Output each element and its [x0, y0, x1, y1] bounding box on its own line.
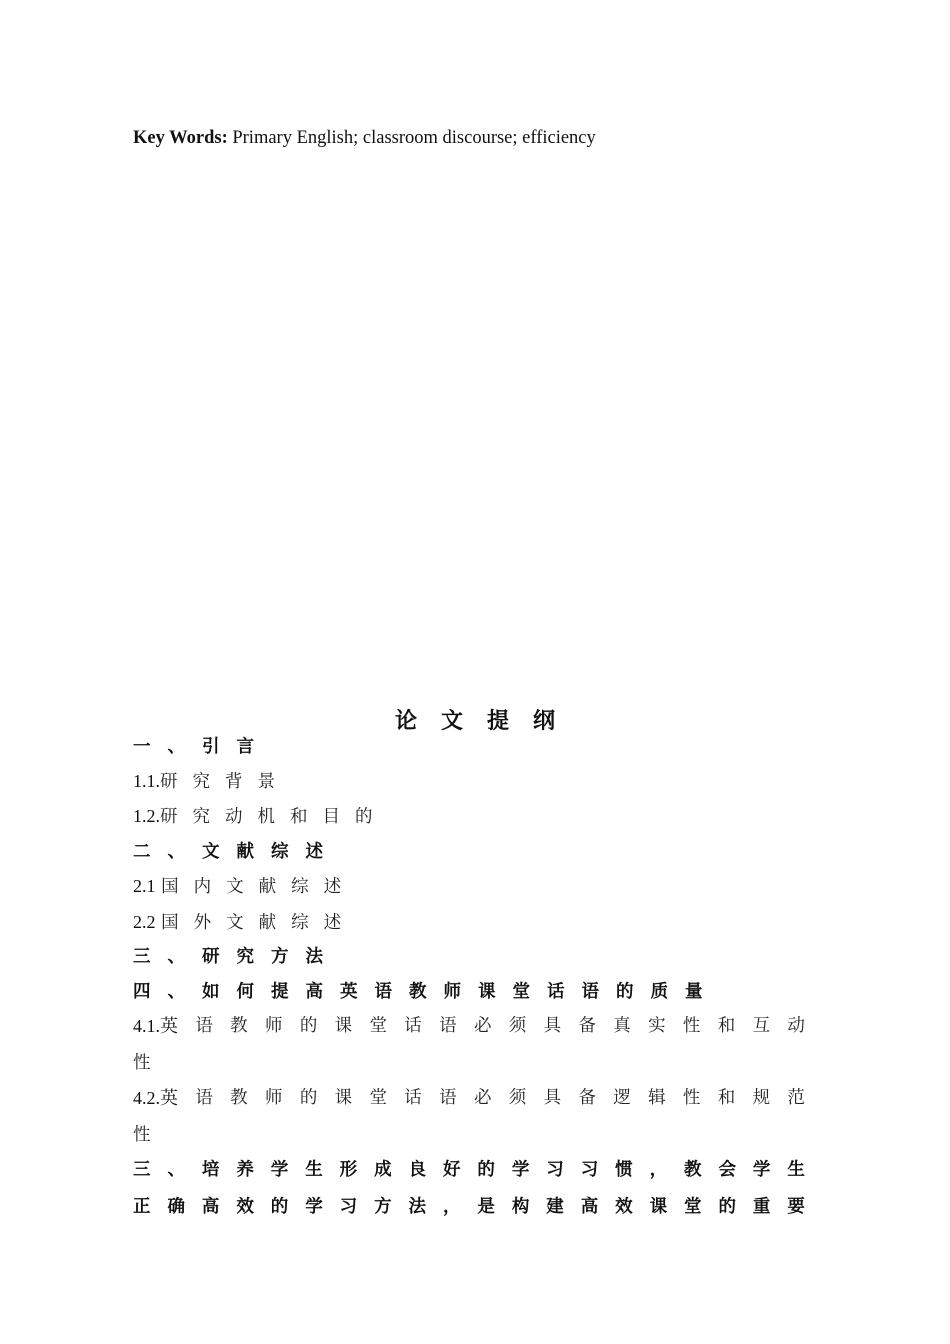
outline-char: 备 — [578, 1016, 596, 1036]
item-number: 4.1.英 — [133, 1016, 178, 1036]
item-text: 研究动机和目的 — [160, 807, 388, 827]
outline-char: 师 — [264, 1088, 283, 1108]
outline-char: 良 — [408, 1160, 426, 1180]
outline-char: 教 — [684, 1160, 702, 1180]
outline-char: 课 — [649, 1197, 668, 1217]
outline-char: 确 — [167, 1197, 185, 1217]
outline-char: 动 — [787, 1016, 805, 1036]
outline-char: 互 — [752, 1016, 771, 1036]
outline-char: 必 — [473, 1088, 492, 1108]
keywords-text: Primary English; classroom discourse; efficiency — [232, 128, 596, 148]
outline-char: 堂 — [369, 1016, 387, 1036]
outline-char: 话 — [404, 1016, 422, 1036]
outline-char: 好 — [442, 1160, 461, 1180]
outline-char: 高 — [201, 1197, 220, 1217]
outline-char: 学 — [305, 1197, 323, 1217]
outline-section-1: 一、引言 — [133, 737, 271, 757]
keywords-line — [133, 126, 596, 150]
outline-section-3: 三、研究方法 — [133, 947, 340, 967]
outline-char: 养 — [236, 1160, 254, 1180]
outline-char: 堂 — [684, 1197, 702, 1217]
outline-section-2: 二、文献综述 — [133, 842, 340, 862]
outline-char: 堂 — [369, 1088, 387, 1108]
outline-title: 论文提纲 — [394, 709, 579, 734]
item-number: 2.1 — [133, 876, 156, 896]
outline-char: 高 — [580, 1197, 599, 1217]
outline-char: 习 — [546, 1160, 564, 1180]
outline-section-4: 四、如何提高英语教师课堂话语的质量 — [133, 982, 720, 1002]
outline-char: 须 — [508, 1088, 527, 1108]
outline-char: 范 — [787, 1088, 805, 1108]
outline-char: 语 — [195, 1016, 213, 1036]
outline-section-last-line-2 — [133, 1195, 805, 1219]
outline-char: 辑 — [648, 1088, 666, 1108]
outline-char: 习 — [339, 1197, 358, 1217]
outline-item-2-1 — [133, 874, 805, 899]
outline-char: 建 — [546, 1197, 564, 1217]
outline-char: 语 — [439, 1016, 457, 1036]
outline-char: 学 — [511, 1160, 530, 1180]
outline-item-1-2 — [133, 804, 805, 829]
outline-char: 习 — [580, 1160, 599, 1180]
outline-item-4-1-continued: 性 — [133, 1053, 151, 1073]
outline-char: 具 — [543, 1016, 562, 1036]
item-number: 1.2. — [133, 806, 160, 826]
outline-char: 规 — [752, 1088, 771, 1108]
outline-char: 生 — [305, 1160, 323, 1180]
outline-char: 三 — [133, 1160, 151, 1180]
outline-item-4-2-continued: 性 — [133, 1125, 151, 1145]
item-text: 国外文献综述 — [161, 913, 357, 933]
keywords-label: Key Words: — [133, 128, 228, 148]
outline-char: 和 — [717, 1016, 736, 1036]
outline-item-4-2 — [133, 1086, 805, 1110]
outline-char: 的 — [477, 1160, 495, 1180]
outline-char: 的 — [299, 1016, 318, 1036]
outline-char: 的 — [718, 1197, 736, 1217]
outline-char: 具 — [543, 1088, 562, 1108]
outline-char: 形 — [339, 1160, 358, 1180]
outline-char: 的 — [299, 1088, 318, 1108]
item-text: 国内文献综述 — [161, 877, 357, 897]
outline-char: 必 — [473, 1016, 492, 1036]
outline-section-last-line-1 — [133, 1158, 805, 1182]
outline-char: 语 — [195, 1088, 213, 1108]
outline-char: 学 — [270, 1160, 289, 1180]
outline-char: 须 — [508, 1016, 527, 1036]
outline-char: 课 — [334, 1016, 353, 1036]
item-number: 4.2.英 — [133, 1088, 178, 1108]
outline-char: 法 — [408, 1197, 426, 1217]
outline-char: 方 — [374, 1197, 392, 1217]
outline-char: 重 — [752, 1197, 771, 1217]
outline-char: 教 — [230, 1088, 248, 1108]
outline-char: 是 — [477, 1197, 495, 1217]
item-text: 研究背景 — [160, 772, 290, 792]
outline-char: 惯 — [615, 1160, 633, 1180]
outline-item-1-1 — [133, 769, 805, 794]
outline-char: 课 — [334, 1088, 353, 1108]
outline-char: 效 — [615, 1197, 633, 1217]
outline-char: 师 — [264, 1016, 283, 1036]
item-number: 2.2 — [133, 912, 156, 932]
outline-char: 培 — [201, 1160, 220, 1180]
outline-char: 生 — [787, 1160, 805, 1180]
outline-char: 学 — [752, 1160, 771, 1180]
outline-char: 语 — [439, 1088, 457, 1108]
outline-char: 和 — [717, 1088, 736, 1108]
outline-char: 性 — [682, 1088, 701, 1108]
outline-char: 备 — [578, 1088, 596, 1108]
outline-char: 效 — [236, 1197, 254, 1217]
outline-char: 逻 — [613, 1088, 631, 1108]
outline-char: 真 — [613, 1016, 631, 1036]
outline-item-4-1 — [133, 1014, 805, 1038]
outline-char: 正 — [133, 1197, 151, 1217]
outline-char: 要 — [787, 1197, 805, 1217]
outline-char: 教 — [230, 1016, 248, 1036]
outline-char: 实 — [648, 1016, 666, 1036]
outline-char: 会 — [718, 1160, 736, 1180]
outline-item-2-2 — [133, 910, 805, 935]
outline-char: 构 — [511, 1197, 530, 1217]
outline-char: 话 — [404, 1088, 422, 1108]
outline-char: ， — [442, 1197, 461, 1217]
outline-char: 成 — [374, 1160, 392, 1180]
outline-char: 的 — [270, 1197, 289, 1217]
outline-char: 、 — [167, 1160, 185, 1180]
outline-char: ， — [649, 1160, 668, 1180]
item-number: 1.1. — [133, 771, 160, 791]
outline-char: 性 — [682, 1016, 701, 1036]
